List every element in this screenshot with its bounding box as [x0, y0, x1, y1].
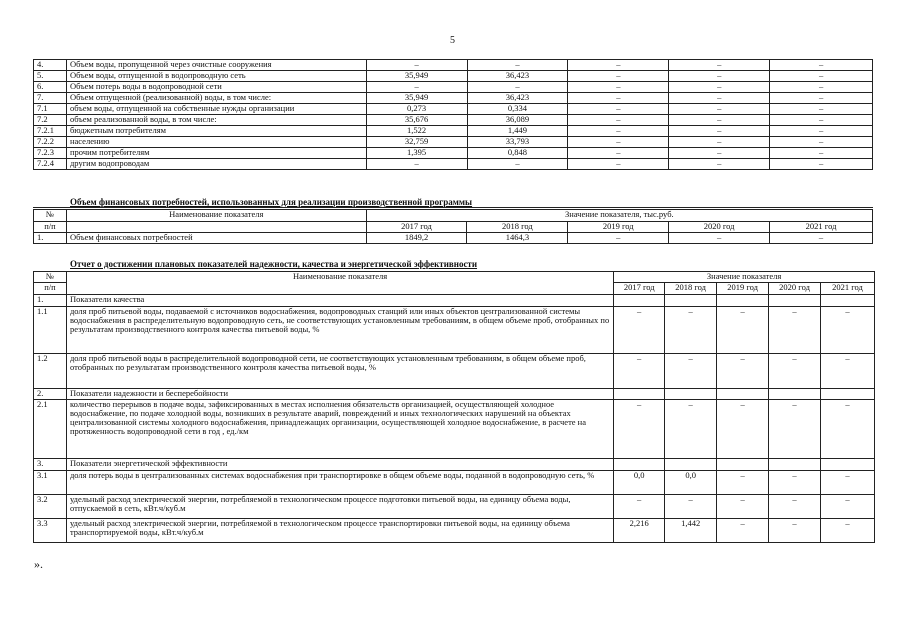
closing-quote: ». — [34, 557, 43, 571]
row-name: удельный расход электрической энергии, потребляемой в технологическом процессе транспортировки питьевой воды, на единицу объема транспортируемой воды, кВт.ч/куб.м — [66, 519, 613, 543]
row-value: – — [821, 519, 875, 543]
row-number: 3.1 — [34, 471, 67, 495]
row-number: 5. — [34, 71, 67, 82]
row-number: 3.3 — [34, 519, 67, 543]
row-value: – — [770, 71, 873, 82]
row-name: объем воды, отпущенной на собственные нужды организации — [66, 104, 366, 115]
row-name: Объем финансовых потребностей — [66, 233, 366, 244]
row-name: Объем воды, отпущенной в водопроводную сеть — [66, 71, 366, 82]
performance-table-title: Отчет о достижении плановых показателей надежности, качества и энергетической эффективности — [70, 259, 478, 269]
table-row — [34, 104, 873, 115]
table-row — [34, 354, 875, 389]
table-row — [34, 519, 875, 543]
row-value: – — [568, 93, 669, 104]
page-number: 5 — [450, 35, 455, 46]
row-name: другим водопроводам — [66, 159, 366, 170]
row-value: 1,442 — [665, 519, 717, 543]
table-row — [34, 159, 873, 170]
row-name: прочим потребителям — [66, 148, 366, 159]
row-value: – — [614, 354, 665, 389]
row-value: – — [467, 82, 568, 93]
row-value: 36,423 — [467, 93, 568, 104]
row-number: 7.2.2 — [34, 137, 67, 148]
year-header: 2021 год — [770, 222, 873, 233]
year-header: 2021 год — [821, 283, 875, 295]
section-row — [34, 295, 875, 307]
finance-table-title: Объем финансовых потребностей, использованных для реализации производственной программы — [70, 197, 473, 207]
row-value: 32,759 — [366, 137, 467, 148]
row-value: 35,676 — [366, 115, 467, 126]
row-value: – — [769, 400, 821, 459]
row-value: – — [568, 82, 669, 93]
row-value: – — [665, 307, 717, 354]
row-number: 7.2.1 — [34, 126, 67, 137]
row-value: 1,449 — [467, 126, 568, 137]
table-row — [34, 307, 875, 354]
row-value: – — [821, 307, 875, 354]
table-row — [34, 93, 873, 104]
row-value: 0,334 — [467, 104, 568, 115]
row-value: – — [770, 137, 873, 148]
row-value: – — [769, 519, 821, 543]
row-value: – — [669, 233, 770, 244]
row-name: доля потерь воды в централизованных системах водоснабжения при транспортировке в общем объеме воды, поданной в водопроводную сеть, % — [66, 471, 613, 495]
performance-table — [33, 271, 875, 543]
row-value: 1464,3 — [467, 233, 568, 244]
row-number: 2. — [34, 389, 67, 400]
row-value: – — [770, 82, 873, 93]
row-value: – — [770, 60, 873, 71]
row-value: – — [717, 400, 769, 459]
table-row — [34, 137, 873, 148]
row-value: 36,089 — [467, 115, 568, 126]
row-number: 7.2.3 — [34, 148, 67, 159]
row-value: – — [568, 137, 669, 148]
table-row — [34, 60, 873, 71]
row-value: – — [669, 159, 770, 170]
row-name: количество перерывов в подаче воды, зафиксированных в местах исполнения обязательств организацией, осуществляющей холодное водоснабжение, по подаче холодной воды, возникших в результате аварий, повреждений и иных технологических нарушений на объектах централизованной системы холодного водоснабжения, принадлежащих организации, осуществляющей холодное водоснабжение, в расчете на протяженность водопроводной сети в год , ед./км — [66, 400, 613, 459]
row-value: – — [717, 495, 769, 519]
row-number: 1.1 — [34, 307, 67, 354]
row-value: 0,0 — [665, 471, 717, 495]
row-value: 0,273 — [366, 104, 467, 115]
row-number: 7.2.4 — [34, 159, 67, 170]
row-value: – — [665, 354, 717, 389]
row-name: Объем воды, пропущенной через очистные сооружения — [66, 60, 366, 71]
row-value: – — [717, 307, 769, 354]
row-value: – — [665, 400, 717, 459]
row-number: 1. — [34, 233, 67, 244]
row-value: – — [769, 495, 821, 519]
table-row — [34, 400, 875, 459]
header-num: № — [34, 210, 67, 222]
row-value: – — [770, 148, 873, 159]
row-value: – — [770, 93, 873, 104]
row-value: – — [821, 400, 875, 459]
row-value: – — [821, 354, 875, 389]
row-name: доля проб питьевой воды в распределительной водопроводной сети, не соответствующих установленным требованиям, в общем объеме проб, отобранных по результатам производственного контроля качества питьевой воды, % — [66, 354, 613, 389]
row-number: 2.1 — [34, 400, 67, 459]
row-value: 33,793 — [467, 137, 568, 148]
year-header: 2018 год — [665, 283, 717, 295]
row-number: 7.2 — [34, 115, 67, 126]
row-value: 1,395 — [366, 148, 467, 159]
row-name: Объем потерь воды в водопроводной сети — [66, 82, 366, 93]
finance-table — [33, 209, 873, 244]
row-name: бюджетным потребителям — [66, 126, 366, 137]
row-value: – — [821, 471, 875, 495]
row-value: – — [614, 400, 665, 459]
row-name: удельный расход электрической энергии, потребляемой в технологическом процессе подготовки питьевой воды, на единицу объема воды, отпускаемой в сеть, кВт.ч/куб.м — [66, 495, 613, 519]
row-value: – — [669, 71, 770, 82]
row-value: 0,848 — [467, 148, 568, 159]
row-value: – — [669, 126, 770, 137]
header-name: Наименование показателя — [66, 210, 366, 222]
row-number: 7. — [34, 93, 67, 104]
year-header: 2019 год — [717, 283, 769, 295]
row-value: – — [669, 104, 770, 115]
row-value: – — [717, 354, 769, 389]
row-value: – — [669, 137, 770, 148]
row-value: – — [821, 495, 875, 519]
row-value: – — [568, 159, 669, 170]
header-value: Значение показателя — [614, 272, 875, 283]
header-name: Наименование показателя — [66, 272, 613, 295]
row-value: – — [770, 126, 873, 137]
row-value: – — [769, 471, 821, 495]
year-header: 2017 год — [366, 222, 467, 233]
row-value: – — [669, 148, 770, 159]
row-value: – — [568, 126, 669, 137]
row-number: 3.2 — [34, 495, 67, 519]
row-value: 2,216 — [614, 519, 665, 543]
table-row — [34, 471, 875, 495]
row-number: 3. — [34, 459, 67, 471]
table-row — [34, 148, 873, 159]
row-value: – — [568, 233, 669, 244]
row-name: Объем отпущенной (реализованной) воды, в том числе: — [66, 93, 366, 104]
section-row — [34, 389, 875, 400]
table-row — [34, 115, 873, 126]
row-name: Показатели надежности и бесперебойности — [66, 389, 613, 400]
header-num: № — [34, 272, 67, 283]
row-value: – — [467, 60, 568, 71]
table-row — [34, 126, 873, 137]
row-value: 1849,2 — [366, 233, 467, 244]
row-number: 7.1 — [34, 104, 67, 115]
row-value: 36,423 — [467, 71, 568, 82]
row-value: – — [669, 93, 770, 104]
row-value: – — [366, 82, 467, 93]
row-number: 1. — [34, 295, 67, 307]
row-value: – — [669, 115, 770, 126]
row-value: – — [770, 115, 873, 126]
year-header: 2017 год — [614, 283, 665, 295]
row-name: населению — [66, 137, 366, 148]
row-value: – — [467, 159, 568, 170]
row-name: Показатели качества — [66, 295, 613, 307]
row-value: – — [669, 60, 770, 71]
header-num-sub: п/п — [34, 283, 67, 295]
row-value: – — [366, 60, 467, 71]
section-row — [34, 459, 875, 471]
row-number: 1.2 — [34, 354, 67, 389]
row-value: – — [769, 307, 821, 354]
row-value: – — [717, 519, 769, 543]
year-header: 2018 год — [467, 222, 568, 233]
table-row — [34, 82, 873, 93]
row-value: – — [669, 82, 770, 93]
row-value: – — [366, 159, 467, 170]
row-value: – — [769, 354, 821, 389]
row-value: – — [770, 159, 873, 170]
row-value: – — [614, 495, 665, 519]
row-value: 35,949 — [366, 71, 467, 82]
divider — [33, 207, 873, 208]
row-value: – — [717, 471, 769, 495]
row-value: – — [614, 307, 665, 354]
row-value: – — [568, 60, 669, 71]
table-row — [34, 495, 875, 519]
row-value: – — [568, 71, 669, 82]
table-row — [34, 71, 873, 82]
row-value: – — [770, 233, 873, 244]
year-header: 2020 год — [769, 283, 821, 295]
row-value: – — [568, 115, 669, 126]
row-name: доля проб питьевой воды, подаваемой с источников водоснабжения, водопроводных станций или иных объектов централизованной системы водоснабжения в распределительную водопроводную сеть, не соответствующих установленным требованиям, в общем объеме проб, отобранных по результатам производственного контроля качества питьевой воды, % — [66, 307, 613, 354]
row-value: 0,0 — [614, 471, 665, 495]
row-name: Показатели энергетической эффективности — [66, 459, 613, 471]
header-value: Значение показателя, тыс.руб. — [366, 210, 872, 222]
row-value: – — [665, 495, 717, 519]
row-number: 6. — [34, 82, 67, 93]
row-name: объем реализованной воды, в том числе: — [66, 115, 366, 126]
row-value: – — [568, 148, 669, 159]
row-value: – — [770, 104, 873, 115]
row-number: 4. — [34, 60, 67, 71]
row-value: 1,522 — [366, 126, 467, 137]
row-value: 35,949 — [366, 93, 467, 104]
water-volume-table — [33, 59, 873, 170]
year-header: 2019 год — [568, 222, 669, 233]
year-header: 2020 год — [669, 222, 770, 233]
row-value: – — [568, 104, 669, 115]
header-num-sub: п/п — [34, 222, 67, 233]
